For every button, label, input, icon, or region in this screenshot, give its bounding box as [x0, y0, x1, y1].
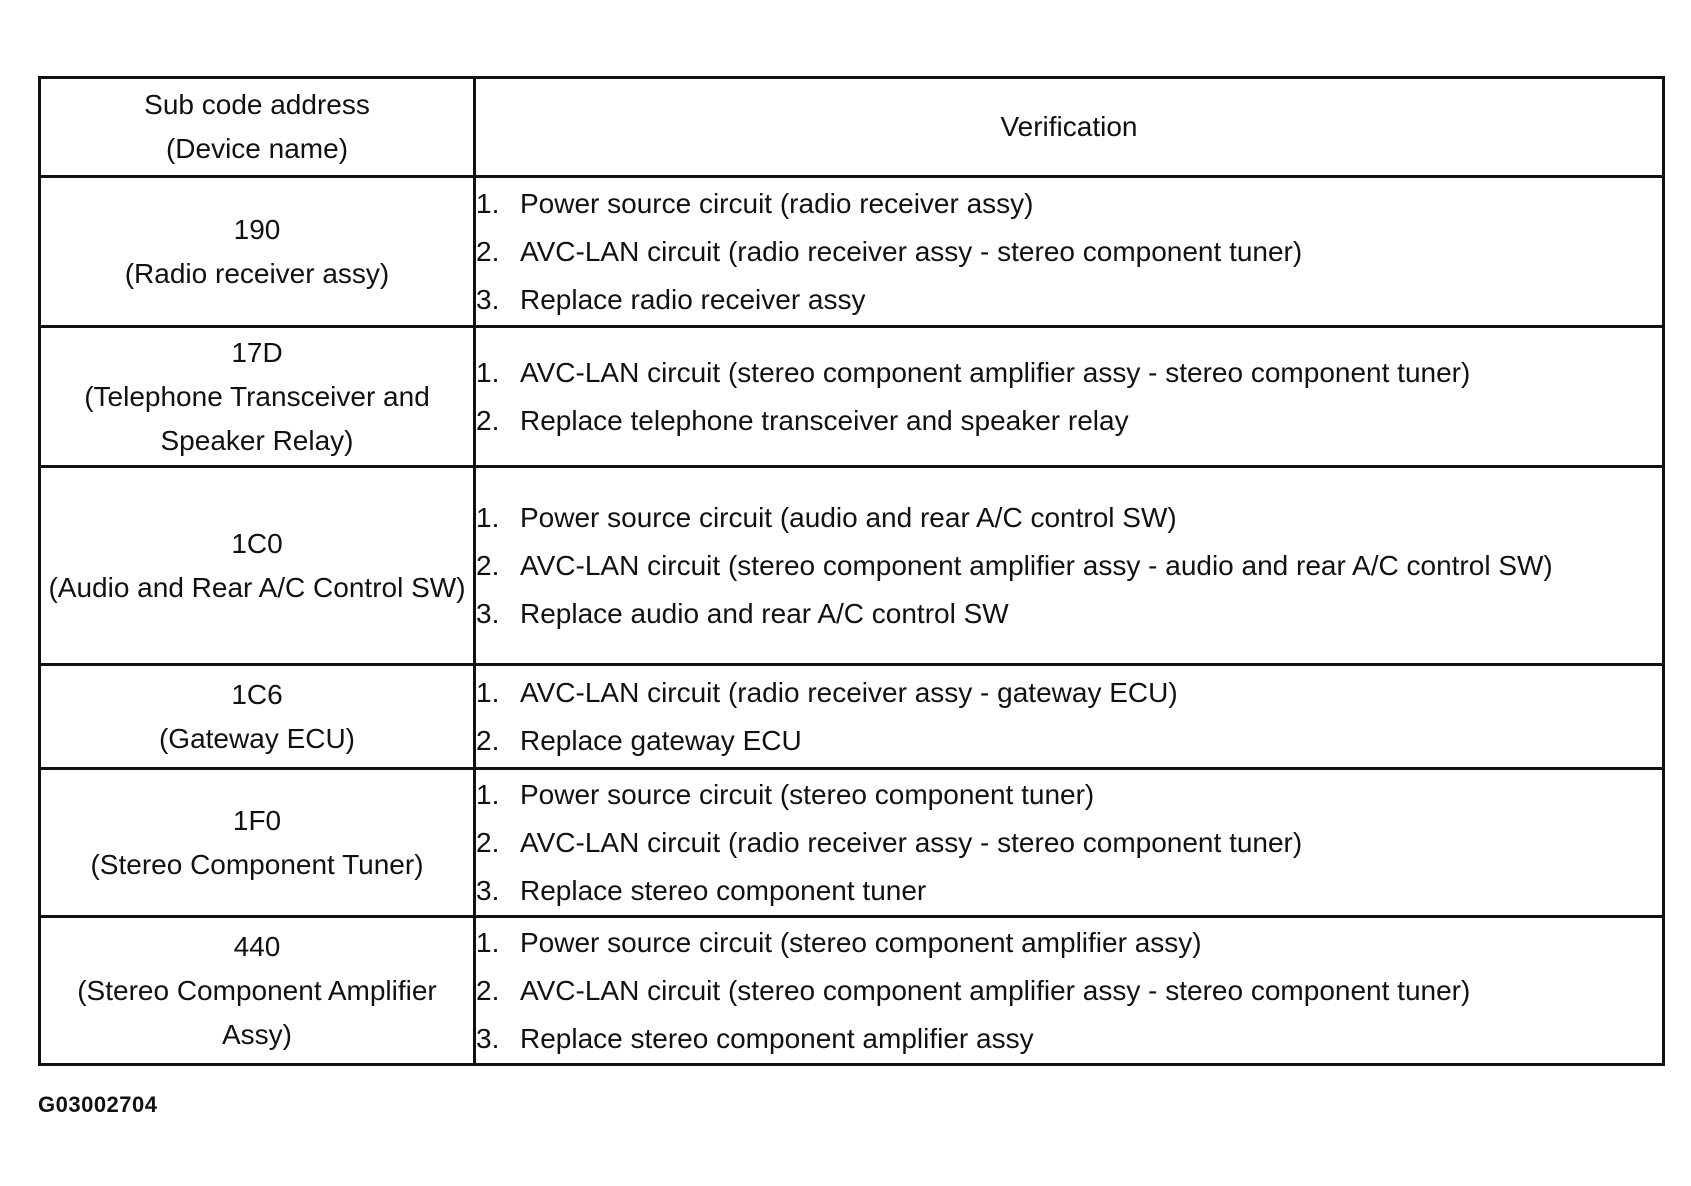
step-number: 2.	[476, 974, 500, 1006]
table-row	[40, 665, 1664, 769]
table-row	[40, 769, 1664, 917]
verification-step	[476, 349, 1662, 397]
step-number: 2.	[476, 404, 500, 436]
sub-code-address-cell	[40, 177, 475, 327]
step-number: 3.	[476, 283, 500, 315]
verification-step	[476, 180, 1662, 228]
sub-code-address-cell	[40, 917, 475, 1065]
sub-code-address-header	[40, 78, 475, 177]
sub-code: 190	[233, 213, 281, 245]
device-name: (Stereo Component Amplifier Assy)	[77, 974, 437, 1050]
step-text: AVC-LAN circuit (radio receiver assy - gateway ECU)	[520, 676, 1178, 708]
step-text: AVC-LAN circuit (radio receiver assy - stereo component tuner)	[520, 826, 1303, 858]
verification-steps	[476, 771, 1662, 915]
step-number: 3.	[476, 874, 500, 906]
verification-step	[476, 1015, 1662, 1063]
verification-step	[476, 867, 1662, 915]
device-name: (Telephone Transceiver and Speaker Relay)	[84, 380, 430, 456]
step-text: Replace audio and rear A/C control SW	[520, 597, 1009, 629]
step-text: Replace gateway ECU	[520, 724, 802, 756]
diagnostic-table-container	[38, 76, 1662, 1066]
step-text: AVC-LAN circuit (stereo component amplifier assy - stereo component tuner)	[520, 974, 1471, 1006]
verification-steps	[476, 494, 1662, 638]
step-number: 2.	[476, 826, 500, 858]
verification-steps	[476, 180, 1662, 324]
table-row	[40, 917, 1664, 1065]
verification-cell	[475, 665, 1664, 769]
sub-code-verification-table	[38, 76, 1665, 1066]
step-number: 2.	[476, 549, 500, 581]
step-number: 1.	[476, 778, 500, 810]
table-row	[40, 467, 1664, 665]
verification-step	[476, 967, 1662, 1015]
sub-code-address-cell	[40, 467, 475, 665]
verification-step	[476, 276, 1662, 324]
device-name: (Radio receiver assy)	[124, 257, 390, 289]
device-name: (Audio and Rear A/C Control SW)	[48, 571, 466, 603]
device-name: (Gateway ECU)	[158, 722, 356, 754]
verification-header: Verification	[475, 78, 1664, 177]
verification-step	[476, 590, 1662, 638]
sub-code-address-header-line1: Sub code address	[144, 89, 370, 120]
verification-cell	[475, 769, 1664, 917]
verification-step	[476, 228, 1662, 276]
step-number: 3.	[476, 597, 500, 629]
verification-step	[476, 397, 1662, 445]
step-text: Power source circuit (stereo component tuner)	[520, 778, 1095, 810]
sub-code: 1F0	[232, 804, 282, 836]
step-text: Power source circuit (radio receiver assy)	[520, 187, 1034, 219]
step-number: 2.	[476, 724, 500, 756]
table-header-row	[40, 78, 1664, 177]
step-number: 1.	[476, 501, 500, 533]
verification-steps	[476, 349, 1662, 445]
device-name: (Stereo Component Tuner)	[90, 848, 424, 880]
step-text: Replace telephone transceiver and speaker relay	[520, 404, 1129, 436]
step-number: 2.	[476, 235, 500, 267]
step-text: AVC-LAN circuit (radio receiver assy - stereo component tuner)	[520, 235, 1303, 267]
step-text: Replace stereo component tuner	[520, 874, 927, 906]
table-row	[40, 327, 1664, 467]
sub-code: 17D	[231, 336, 283, 368]
step-number: 1.	[476, 187, 500, 219]
sub-code: 1C0	[231, 527, 283, 559]
step-text: Replace radio receiver assy	[520, 283, 866, 315]
sub-code-address-cell	[40, 665, 475, 769]
figure-code-label: G03002704	[38, 1092, 158, 1117]
sub-code: 1C6	[231, 678, 283, 710]
sub-code: 440	[233, 930, 281, 962]
verification-step	[476, 919, 1662, 967]
step-text: Power source circuit (audio and rear A/C control SW)	[520, 501, 1177, 533]
step-number: 1.	[476, 676, 500, 708]
verification-step	[476, 819, 1662, 867]
verification-cell	[475, 327, 1664, 467]
sub-code-address-cell	[40, 769, 475, 917]
step-text: Replace stereo component amplifier assy	[520, 1022, 1034, 1054]
verification-step	[476, 542, 1662, 590]
verification-cell	[475, 467, 1664, 665]
step-text: AVC-LAN circuit (stereo component amplifier assy - audio and rear A/C control SW)	[520, 549, 1553, 581]
verification-step	[476, 717, 1662, 765]
verification-steps	[476, 669, 1662, 765]
verification-step	[476, 669, 1662, 717]
verification-cell	[475, 177, 1664, 327]
step-number: 1.	[476, 926, 500, 958]
verification-step	[476, 494, 1662, 542]
sub-code-address-cell	[40, 327, 475, 467]
step-number: 3.	[476, 1022, 500, 1054]
verification-cell	[475, 917, 1664, 1065]
step-text: AVC-LAN circuit (stereo component amplifier assy - stereo component tuner)	[520, 356, 1471, 388]
step-number: 1.	[476, 356, 500, 388]
verification-steps	[476, 919, 1662, 1063]
step-text: Power source circuit (stereo component amplifier assy)	[520, 926, 1202, 958]
table-row	[40, 177, 1664, 327]
verification-step	[476, 771, 1662, 819]
sub-code-address-header-line2: (Device name)	[165, 133, 349, 164]
